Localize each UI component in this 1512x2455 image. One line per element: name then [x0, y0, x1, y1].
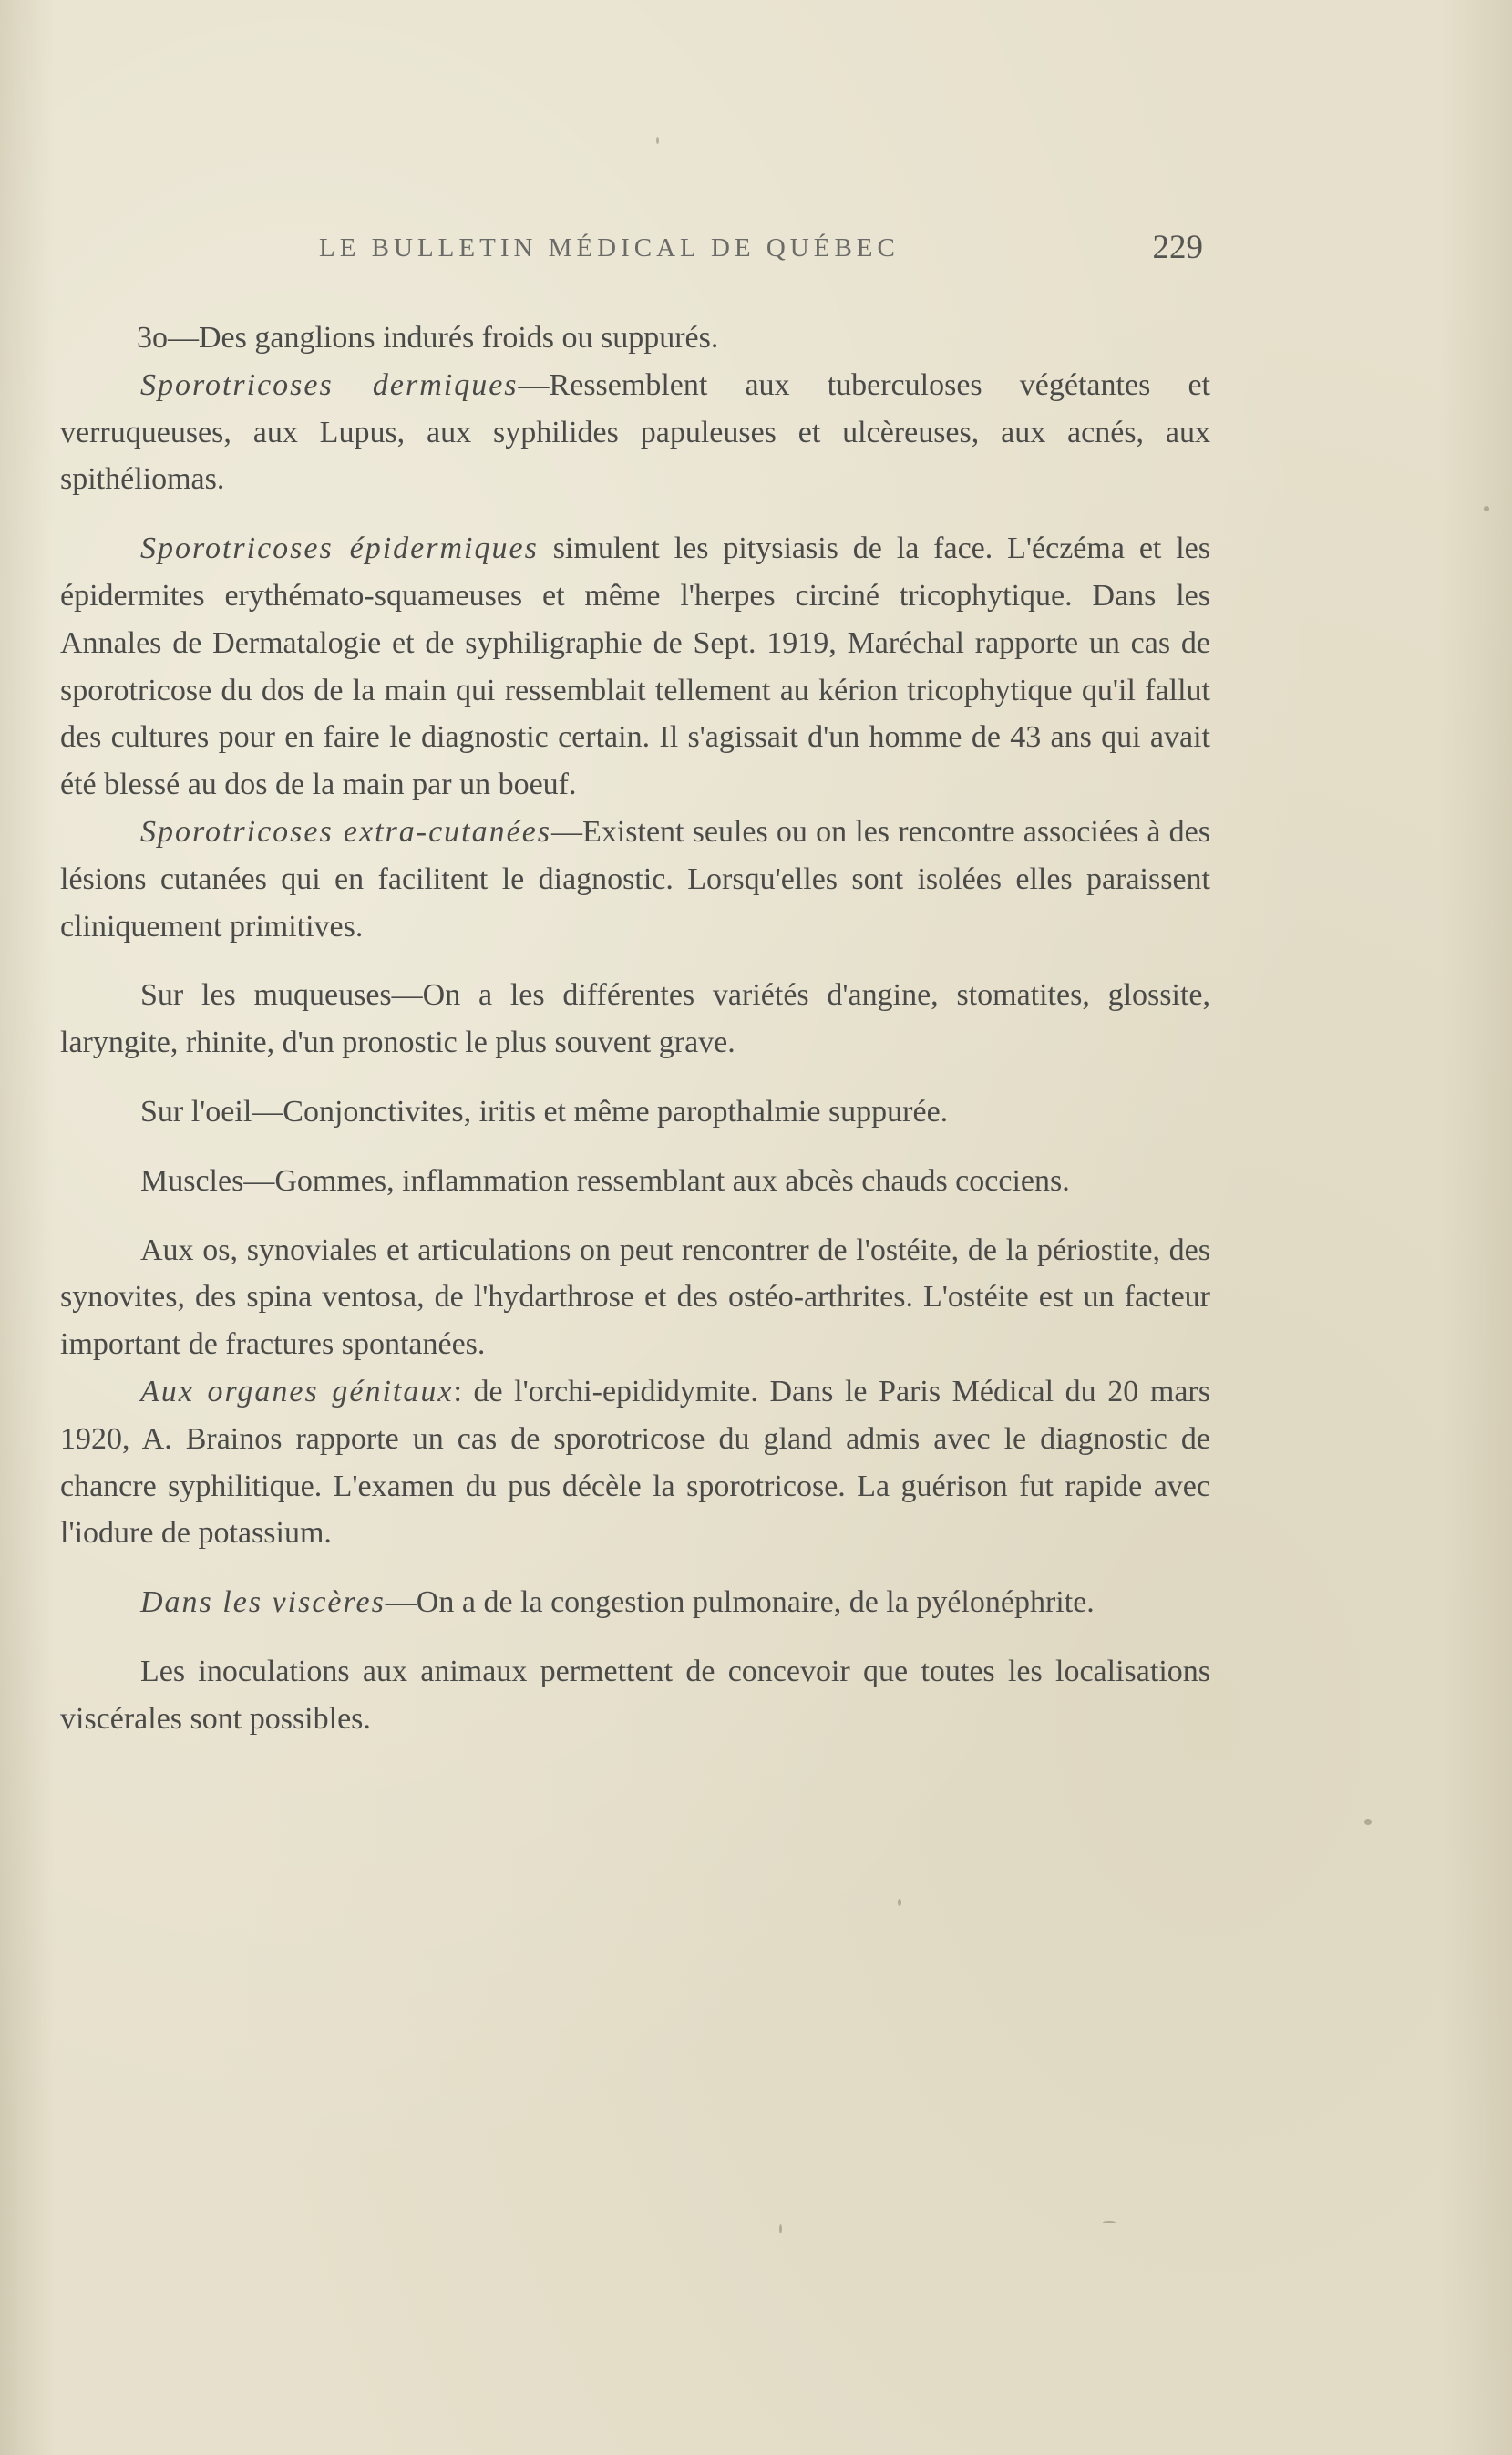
- paper-speck: [1103, 2221, 1116, 2223]
- paper-speck: [1484, 506, 1489, 511]
- paragraph-text: Sur l'oeil—Conjonctivites, iritis et même paropthalmie suppurée.: [140, 1094, 949, 1129]
- running-header: [319, 228, 1203, 268]
- paragraph-text: simulent les pitysiasis de la face. L'éczéma et les épidermites erythémato-squameuses et même l'herpes circiné tricophytique. Dans les Annales de Dermatalogie et de syphiligraphie de Sept. 1919, Maréchal rapporte un cas de sporotricose du dos de la main qui ressemblait tellement au kérion tricophytique qu'il fallut des cultures pour en faire le diagnostic certain. Il s'agissait d'un homme de 43 ans qui avait été blessé au dos de la main par un boeuf.: [60, 531, 1210, 802]
- paragraph-lead: Sporotricoses extra-cutanées: [140, 814, 552, 849]
- page-number: 229: [1152, 229, 1203, 266]
- paragraph-lead: Dans les viscères: [140, 1585, 386, 1620]
- paragraph-text: —On a de la congestion pulmonaire, de la pyélonéphrite.: [385, 1585, 1095, 1620]
- paragraph-text: Muscles—Gommes, inflammation ressemblant aux abcès chauds cocciens.: [140, 1163, 1070, 1198]
- paragraph-sporotricoses-epidermiques: [60, 525, 1210, 809]
- paper-speck: [1364, 1819, 1372, 1825]
- paragraph-text: : de l'orchi-epididymite. Dans le Paris Médical du 20 mars 1920, A. Brainos rapporte un cas de sporotricose du gland admis avec le diagnostic de chancre syphilitique. L'examen du pus décèle la sporotricose. La guérison fut rapide avec l'iodure de potassium.: [60, 1374, 1210, 1551]
- paper-speck: [779, 2224, 782, 2233]
- paragraph-lead: Sporotricoses dermiques: [140, 367, 519, 402]
- paragraph-muscles: [60, 1158, 1210, 1205]
- paper-speck: [656, 137, 659, 144]
- paragraph-text: 3o—Des ganglions indurés froids ou suppurés.: [137, 321, 719, 355]
- paragraph-organes-genitaux: [60, 1368, 1210, 1557]
- paragraph-visceres: [60, 1579, 1210, 1626]
- running-title: LE BULLETIN MÉDICAL DE QUÉBEC: [319, 233, 900, 263]
- paragraph-text: Les inoculations aux animaux permettent de concevoir que toutes les localisations viscérales sont possibles.: [60, 1654, 1210, 1736]
- paragraph-text: Aux os, synoviales et articulations on peut rencontrer de l'ostéite, de la périostite, des synovites, des spina ventosa, de l'hydarthrose et des ostéo-arthrites. L'ostéite est un facteur important de fractures spontanées.: [60, 1233, 1210, 1362]
- paragraph-inoculations: [60, 1648, 1210, 1743]
- paragraph-lead: Sporotricoses épidermiques: [140, 531, 539, 566]
- paragraph-muqueuses: [60, 972, 1210, 1067]
- paragraph-oeil: [60, 1088, 1210, 1136]
- article-body: [60, 315, 1210, 1765]
- paper-speck: [898, 1899, 901, 1906]
- paragraph-text: Sur les muqueuses—On a les différentes variétés d'angine, stomatites, glossite, laryngite, rhinite, d'un pronostic le plus souvent grave.: [60, 978, 1210, 1060]
- paragraph-sporotricoses-extra-cutanees: [60, 809, 1210, 950]
- paragraph-lead: Aux organes génitaux: [140, 1374, 454, 1408]
- paragraph-text: —Existent seules ou on les rencontre associées à des lésions cutanées qui en facilitent le diagnostic. Lorsqu'elles sont isolées elles paraissent cliniquement primitives.: [60, 814, 1210, 944]
- paragraph-ganglions: [60, 315, 1210, 362]
- paragraph-text: —Ressemblent aux tuberculoses végétantes et verruqueuses, aux Lupus, aux syphilides papuleuses et ulcèreuses, aux acnés, aux spithéliomas.: [60, 367, 1210, 497]
- paragraph-os: [60, 1227, 1210, 1368]
- paragraph-sporotricoses-dermiques: [60, 362, 1210, 503]
